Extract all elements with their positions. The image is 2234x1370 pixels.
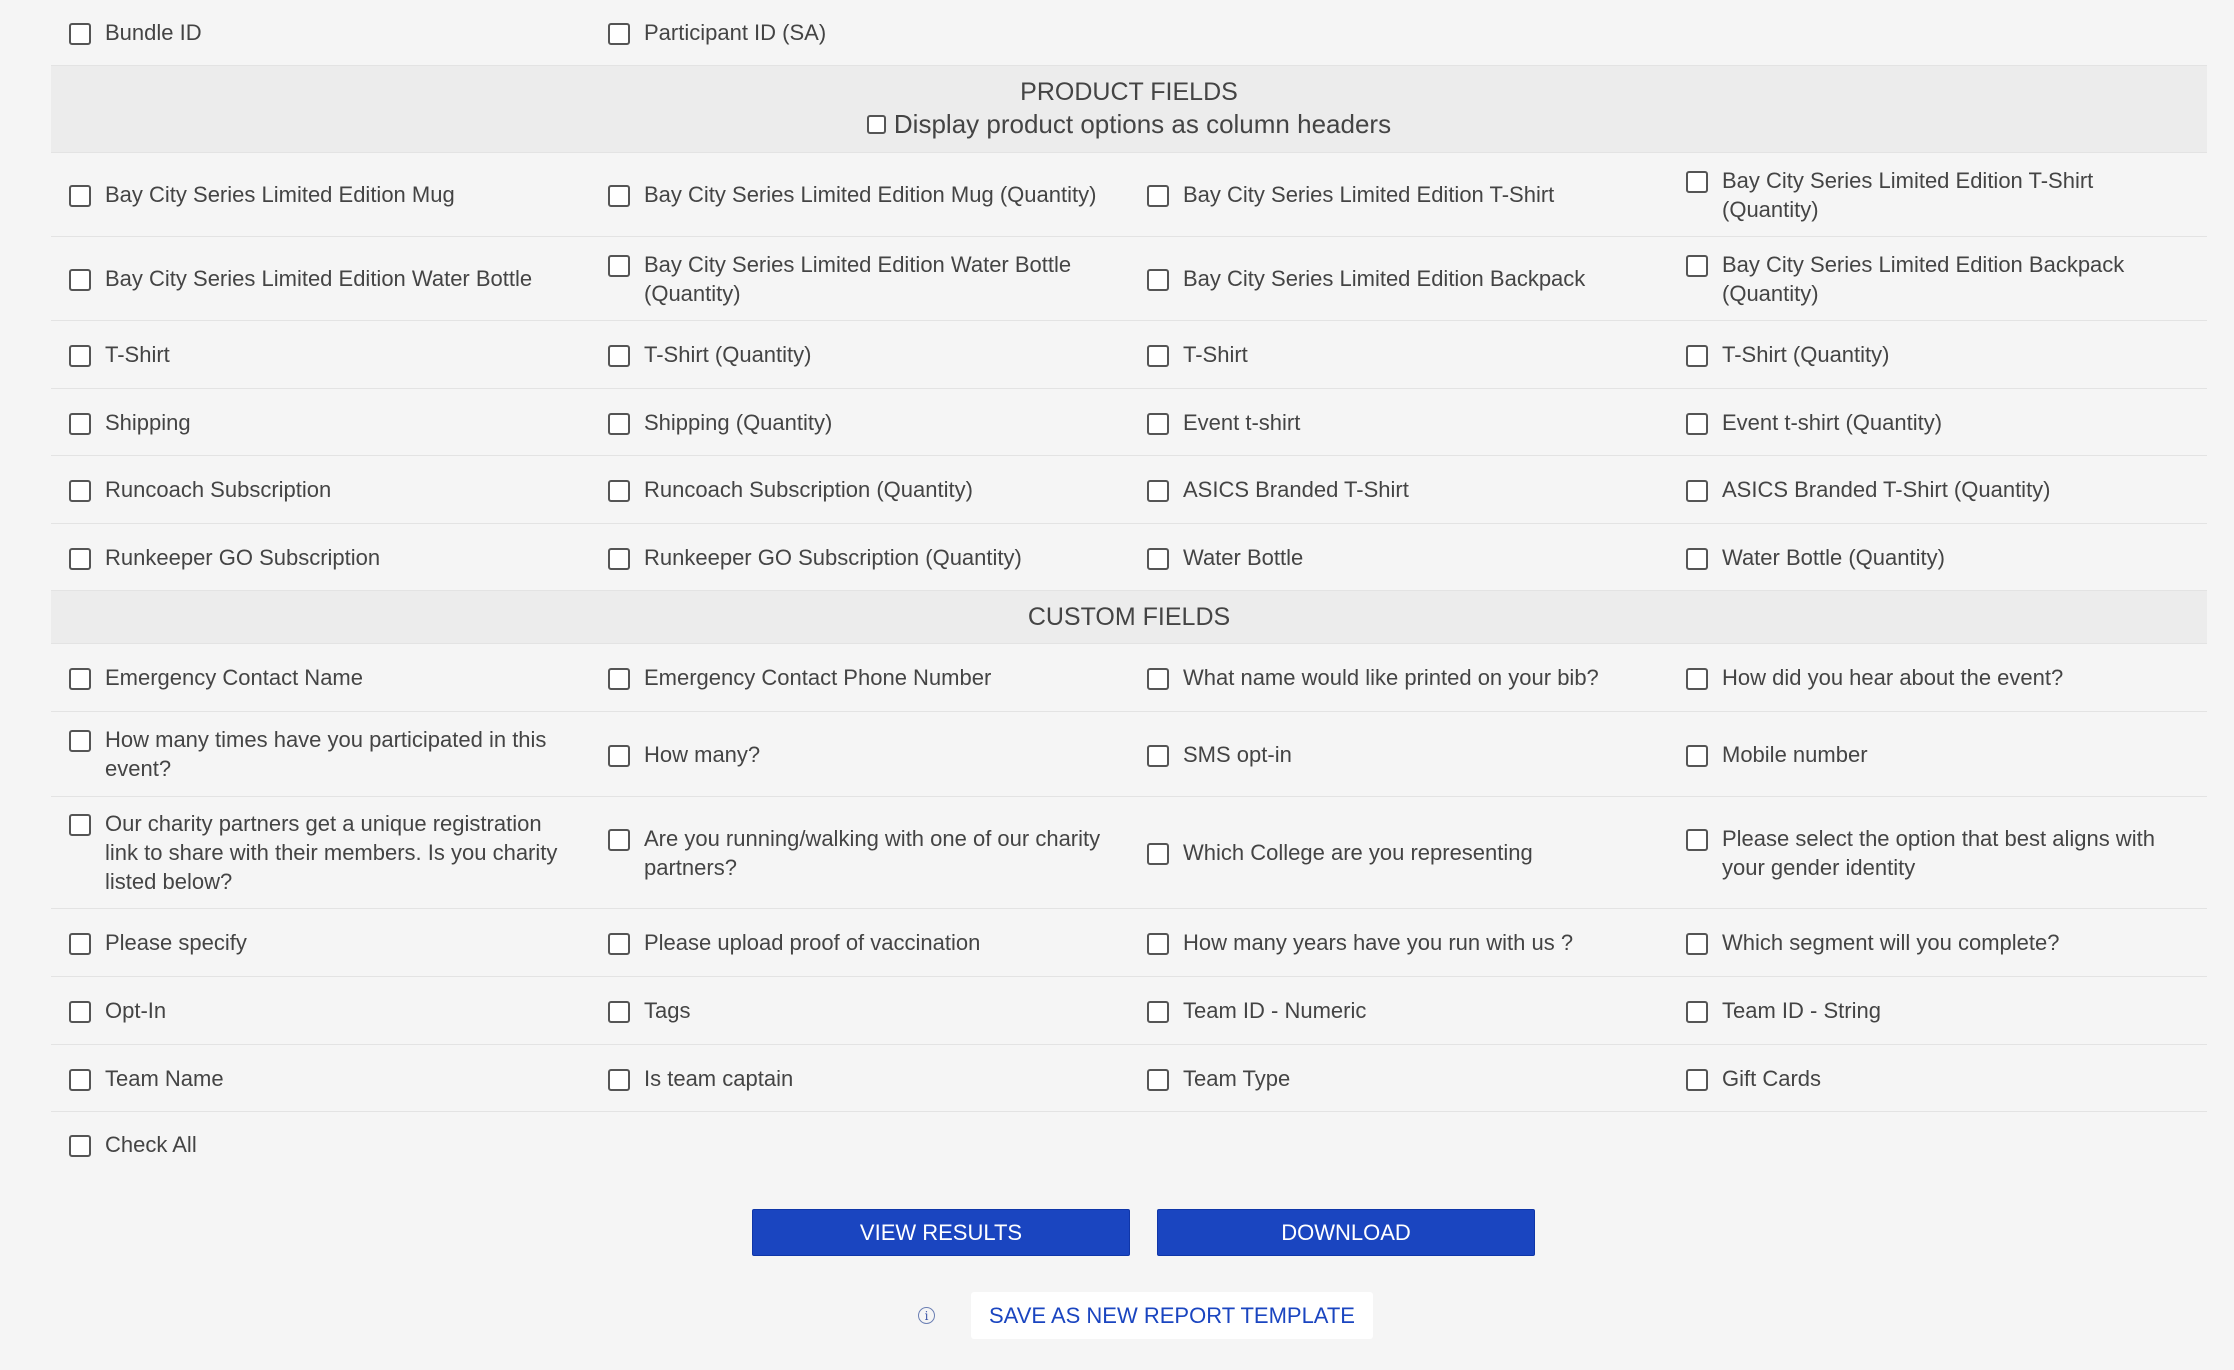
- field-label: Runkeeper GO Subscription: [105, 544, 381, 570]
- checkbox[interactable]: [1147, 745, 1169, 767]
- checkbox[interactable]: [608, 933, 630, 955]
- checkbox[interactable]: [1686, 1069, 1708, 1091]
- view-results-button[interactable]: VIEW RESULTS: [752, 1209, 1130, 1256]
- field-label: Runcoach Subscription: [105, 477, 332, 502]
- table-row: [51, 389, 2207, 456]
- field-label: Bay City Series Limited Edition T-Shirt (Quantity): [1722, 167, 2094, 222]
- field-option[interactable]: [1129, 340, 1668, 369]
- field-option[interactable]: [1129, 543, 1668, 572]
- field-label: Water Bottle (Quantity): [1722, 544, 1945, 570]
- field-label: Shipping: [105, 409, 191, 435]
- field-label: Bay City Series Limited Edition Mug: [105, 182, 455, 207]
- field-option[interactable]: [590, 475, 1129, 504]
- custom-fields-list: [51, 644, 2207, 1112]
- checkbox[interactable]: [1686, 829, 1708, 851]
- field-option[interactable]: [1668, 475, 2207, 504]
- field-label: Gift Cards: [1722, 1065, 1822, 1091]
- field-option[interactable]: [51, 809, 590, 896]
- checkbox[interactable]: [1147, 480, 1169, 502]
- product-fields-header: [51, 66, 2207, 153]
- checkbox[interactable]: [69, 814, 91, 836]
- field-label: Please select the option that best aligns with your gender identity: [1722, 825, 2155, 880]
- product-fields-list: [51, 153, 2207, 591]
- field-label: T-Shirt: [1183, 342, 1248, 367]
- field-option[interactable]: [590, 928, 1129, 957]
- field-label: Team ID - String: [1722, 998, 1881, 1023]
- checkbox[interactable]: [1147, 933, 1169, 955]
- field-label: SMS opt-in: [1183, 741, 1292, 767]
- download-button[interactable]: DOWNLOAD: [1157, 1209, 1535, 1256]
- checkbox[interactable]: [69, 480, 91, 502]
- info-icon[interactable]: i: [918, 1307, 935, 1324]
- checkbox[interactable]: [69, 668, 91, 690]
- field-label: Runcoach Subscription (Quantity): [644, 477, 973, 502]
- field-option[interactable]: [51, 475, 590, 504]
- checkbox[interactable]: [1686, 255, 1708, 277]
- field-label: What name would like printed on your bib?: [1183, 665, 1599, 690]
- field-label: T-Shirt (Quantity): [1722, 342, 1890, 367]
- field-option[interactable]: [1668, 928, 2207, 957]
- field-label: Our charity partners get a unique registration link to share with their members. Is you charity listed below?: [105, 811, 558, 894]
- field-label: Bay City Series Limited Edition Water Bottle: [105, 266, 533, 291]
- checkbox[interactable]: [69, 1069, 91, 1091]
- field-label: T-Shirt (Quantity): [644, 342, 812, 367]
- field-option[interactable]: [51, 1064, 590, 1093]
- checkbox[interactable]: [1147, 548, 1169, 570]
- action-buttons: [752, 1209, 1535, 1256]
- field-option[interactable]: [590, 340, 1129, 369]
- checkbox[interactable]: [608, 345, 630, 367]
- field-option[interactable]: [1668, 663, 2207, 692]
- field-label: T-Shirt: [105, 342, 170, 367]
- checkbox[interactable]: [1686, 668, 1708, 690]
- field-label: Bay City Series Limited Edition T-Shirt: [1183, 182, 1555, 207]
- field-option[interactable]: [1129, 475, 1668, 504]
- field-option[interactable]: [1129, 264, 1668, 293]
- field-option[interactable]: [1668, 250, 2207, 308]
- field-label: How did you hear about the event?: [1722, 665, 2064, 690]
- field-option[interactable]: [590, 1064, 1129, 1093]
- field-option[interactable]: [1668, 996, 2207, 1025]
- field-label: ASICS Branded T-Shirt: [1183, 477, 1409, 502]
- field-option[interactable]: [590, 663, 1129, 692]
- checkbox[interactable]: [69, 933, 91, 955]
- checkbox[interactable]: [608, 668, 630, 690]
- section-title: CUSTOM FIELDS: [1027, 603, 1231, 631]
- field-option[interactable]: [590, 543, 1129, 572]
- table-row: [51, 977, 2207, 1045]
- field-label: Which College are you representing: [1183, 840, 1533, 865]
- field-label: Tags: [644, 998, 691, 1023]
- field-label: Emergency Contact Name: [105, 665, 363, 690]
- field-label: Event t-shirt (Quantity): [1722, 409, 1943, 435]
- check-all-label: Check All: [105, 1131, 197, 1157]
- save-template-button[interactable]: SAVE AS NEW REPORT TEMPLATE: [971, 1292, 1373, 1339]
- checkbox[interactable]: [1686, 933, 1708, 955]
- checkbox[interactable]: [608, 548, 630, 570]
- field-option[interactable]: [1668, 824, 2207, 882]
- checkbox[interactable]: [1686, 745, 1708, 767]
- checkbox[interactable]: [69, 548, 91, 570]
- checkbox[interactable]: [1686, 1001, 1708, 1023]
- checkbox[interactable]: [69, 413, 91, 435]
- field-label: Team ID - Numeric: [1183, 998, 1367, 1023]
- field-option[interactable]: [590, 740, 1129, 769]
- display-options-label: Display product options as column headers: [893, 109, 1392, 139]
- checkbox[interactable]: [69, 1001, 91, 1023]
- checkbox[interactable]: [608, 480, 630, 502]
- field-option[interactable]: [1129, 838, 1668, 867]
- table-row: [51, 237, 2207, 321]
- field-option[interactable]: [590, 824, 1129, 882]
- field-option[interactable]: [1668, 543, 2207, 572]
- checkbox[interactable]: [608, 255, 630, 277]
- checkbox[interactable]: [1686, 345, 1708, 367]
- field-option[interactable]: [1668, 740, 2207, 769]
- custom-fields-header: [51, 591, 2207, 644]
- checkbox[interactable]: [69, 269, 91, 291]
- field-participant-id[interactable]: [590, 18, 1129, 47]
- field-option[interactable]: [1129, 1064, 1668, 1093]
- field-label: Which segment will you complete?: [1722, 930, 2060, 955]
- field-option[interactable]: [1129, 180, 1668, 209]
- field-option[interactable]: [51, 996, 590, 1025]
- field-label: ASICS Branded T-Shirt (Quantity): [1722, 477, 2051, 502]
- field-label: Bay City Series Limited Edition Mug (Quantity): [644, 182, 1097, 207]
- field-label: Mobile number: [1722, 741, 1868, 767]
- field-option[interactable]: [51, 928, 590, 957]
- field-option[interactable]: [1129, 996, 1668, 1025]
- field-option[interactable]: [1129, 663, 1668, 692]
- checkbox[interactable]: [1147, 843, 1169, 865]
- field-label: Team Type: [1183, 1065, 1291, 1091]
- field-label: Bay City Series Limited Edition Backpack: [1183, 266, 1586, 291]
- checkbox[interactable]: [69, 345, 91, 367]
- field-option[interactable]: [51, 543, 590, 572]
- field-option[interactable]: [590, 180, 1129, 209]
- checkbox[interactable]: [1147, 345, 1169, 367]
- table-row: [51, 644, 2207, 712]
- field-label: How many times have you participated in this event?: [105, 727, 547, 781]
- field-option[interactable]: [1668, 408, 2207, 437]
- checkbox[interactable]: [69, 730, 91, 752]
- field-option[interactable]: [1129, 740, 1668, 769]
- field-label: Opt-In: [105, 998, 167, 1023]
- checkbox[interactable]: [1147, 668, 1169, 690]
- field-option[interactable]: [51, 725, 590, 783]
- checkbox[interactable]: [69, 185, 91, 207]
- check-all-row: [51, 1112, 2207, 1176]
- field-option[interactable]: [590, 996, 1129, 1025]
- check-all[interactable]: [51, 1130, 590, 1159]
- checkbox[interactable]: [1686, 413, 1708, 435]
- field-option[interactable]: [51, 264, 590, 293]
- checkbox[interactable]: [1147, 185, 1169, 207]
- checkbox[interactable]: [608, 829, 630, 851]
- checkbox[interactable]: [1686, 548, 1708, 570]
- checkbox[interactable]: [69, 23, 91, 45]
- field-option[interactable]: [1668, 1064, 2207, 1093]
- checkbox[interactable]: [608, 1001, 630, 1023]
- field-option[interactable]: [590, 250, 1129, 308]
- field-bundle-id[interactable]: [51, 18, 590, 47]
- field-option[interactable]: [1129, 928, 1668, 957]
- field-label: Is team captain: [644, 1065, 794, 1091]
- field-label: Emergency Contact Phone Number: [644, 665, 992, 690]
- checkbox[interactable]: [1147, 269, 1169, 291]
- report-fields-panel: [51, 0, 2207, 1176]
- table-row: [51, 712, 2207, 797]
- checkbox[interactable]: [1147, 413, 1169, 435]
- table-row: [51, 456, 2207, 524]
- field-label: Bundle ID: [105, 20, 202, 45]
- checkbox[interactable]: [1686, 171, 1708, 193]
- checkbox[interactable]: [867, 115, 886, 134]
- field-label: Please specify: [105, 930, 247, 955]
- field-label: Bay City Series Limited Edition Backpack (Quantity): [1722, 251, 2125, 306]
- field-label: Participant ID (SA): [644, 20, 827, 45]
- field-label: Runkeeper GO Subscription (Quantity): [644, 544, 1022, 570]
- field-label: Shipping (Quantity): [644, 409, 833, 435]
- table-row: [51, 524, 2207, 591]
- table-row: [51, 909, 2207, 977]
- table-row: [51, 1045, 2207, 1112]
- table-row: [51, 797, 2207, 909]
- checkbox[interactable]: [608, 185, 630, 207]
- checkbox[interactable]: [608, 413, 630, 435]
- save-template-area: [918, 1292, 1373, 1339]
- field-option[interactable]: [1129, 408, 1668, 437]
- checkbox[interactable]: [608, 745, 630, 767]
- field-option[interactable]: [590, 408, 1129, 437]
- field-label: Water Bottle: [1183, 544, 1304, 570]
- field-label: How many?: [644, 741, 761, 767]
- field-option[interactable]: [1668, 340, 2207, 369]
- checkbox[interactable]: [1147, 1001, 1169, 1023]
- table-row: [51, 153, 2207, 237]
- checkbox[interactable]: [608, 1069, 630, 1091]
- display-options-toggle[interactable]: [867, 109, 1391, 140]
- field-label: Bay City Series Limited Edition Water Bottle (Quantity): [644, 251, 1072, 306]
- field-label: Please upload proof of vaccination: [644, 930, 981, 955]
- field-option[interactable]: [51, 180, 590, 209]
- checkbox[interactable]: [608, 23, 630, 45]
- field-label: Team Name: [105, 1065, 224, 1091]
- field-label: Event t-shirt: [1183, 409, 1301, 435]
- field-option[interactable]: [51, 408, 590, 437]
- field-option[interactable]: [1668, 166, 2207, 224]
- field-label: Are you running/walking with one of our charity partners?: [644, 825, 1101, 880]
- field-option[interactable]: [51, 663, 590, 692]
- section-title: PRODUCT FIELDS: [1020, 78, 1238, 106]
- checkbox[interactable]: [1686, 480, 1708, 502]
- checkbox[interactable]: [69, 1135, 91, 1157]
- field-option[interactable]: [51, 340, 590, 369]
- table-row: [51, 321, 2207, 389]
- field-label: How many years have you run with us ?: [1183, 930, 1574, 955]
- checkbox[interactable]: [1147, 1069, 1169, 1091]
- table-row: [51, 0, 2207, 66]
